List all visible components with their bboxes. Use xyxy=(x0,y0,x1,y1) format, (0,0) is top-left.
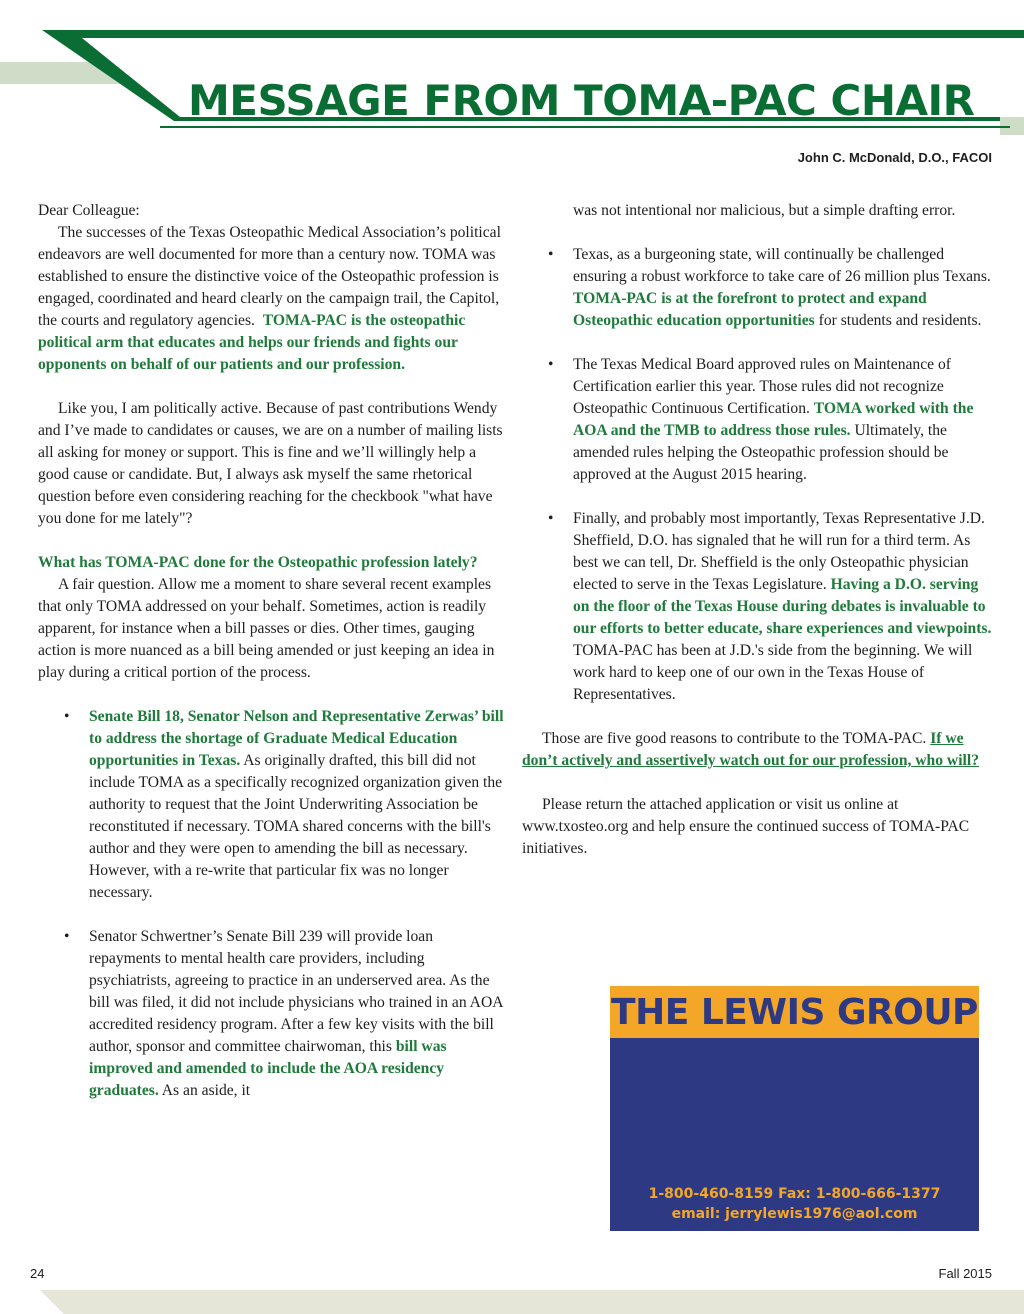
left-column xyxy=(38,200,508,1102)
ad-title: THE LEWIS GROUP xyxy=(611,992,978,1033)
bullet-dot: • xyxy=(548,246,554,263)
politically-active-paragraph: Like you, I am politically active. Because of past contributions Wendy and I’ve made to candidates or causes, we are on a number of mailing lists all asking for money or support. This is fine and we’ll willingly help a good cause or candidate. But, I always ask myself the same rhetorical question before even considering reaching for the checkbook "what have you done for me lately"? xyxy=(38,400,503,527)
bullet-text: As originally drafted, this bill did not include TOMA as a specifically recognized organization given the authority to request that the Joint Underwriting Association be reconstituted if necessary. TOMA shared concerns with the bill's author and they were open to amending the bill as necessary. However, with a re-write that particular fix was no longer necessary. xyxy=(89,752,503,901)
intro-highlight: TOMA-PAC is the osteopathic political arm that educates and helps our friends and fights our opponents on behalf of our patients and our profession. xyxy=(38,312,466,373)
bullet-highlight: Having a D.O. serving on the floor of the Texas House during debates is invaluable to our efforts to better educate, share experiences and viewpoints. xyxy=(573,576,992,637)
bullet-workforce xyxy=(522,244,992,332)
bullet-text-end: Ultimately, the amended rules helping the Osteopathic profession should be approved at the August 2015 hearing. xyxy=(573,422,949,483)
bullet-dot: • xyxy=(64,708,70,725)
bullet-text: Senator Schwertner’s Senate Bill 239 will provide loan repayments to mental health care providers, including psychiatrists, agreeing to practice in an underserved area. As the bill was filed, it did not include physicians who trained in an AOA accredited residency program. After a few key visits with the bill author, sponsor and committee chairwoman, this xyxy=(89,928,503,1055)
footer-band xyxy=(0,1290,1024,1314)
lewis-group-advertisement xyxy=(610,986,979,1231)
bullet-senate-bill-239 xyxy=(38,926,508,1102)
footer-pale-stripe xyxy=(40,1290,1024,1314)
bullet-dot: • xyxy=(64,928,70,945)
page-title: MESSAGE FROM TOMA-PAC CHAIR xyxy=(188,76,975,125)
five-reasons-text: Those are five good reasons to contribute to the TOMA-PAC. xyxy=(542,730,927,747)
fair-question-paragraph: A fair question. Allow me a moment to share several recent examples that only TOMA addressed on your behalf. Sometimes, action is readily apparent, for instance when a bill passes or dies. Other times, gauging action is more nuanced as a bill being amended or just keeping an idea in play during a critical portion of the process. xyxy=(38,576,495,681)
bullet-text: The Texas Medical Board approved rules on Maintenance of Certification earlier this year. Those rules did not recognize Osteopathic Continuous Certification. xyxy=(573,356,951,417)
ad-email: email: jerrylewis1976@aol.com xyxy=(671,1206,918,1222)
bullet-sheffield xyxy=(522,508,992,706)
intro-paragraph xyxy=(38,222,508,376)
bullet-highlight: TOMA worked with the AOA and the TMB to address those rules. xyxy=(573,400,974,439)
bullet-text: Texas, as a burgeoning state, will continually be challenged ensuring a robust workforce to take care of 26 million plus Texans. xyxy=(573,246,991,285)
footer-left-edge xyxy=(0,1300,56,1314)
page-number: 24 xyxy=(30,1266,45,1281)
return-application-paragraph: Please return the attached application or visit us online at www.txosteo.org and help ensure the continued success of TOMA-PAC initiatives. xyxy=(522,796,970,857)
intro-text: The successes of the Texas Osteopathic Medical Association’s political endeavors are well documented for more than a century now. TOMA was established to ensure the distinctive voice of the Osteopathic profession is engaged, coordinated and heard clearly on the campaign trail, the Capitol, the courts and regulatory agencies. xyxy=(38,224,501,329)
bullet-dot: • xyxy=(548,356,554,373)
bullet-senate-bill-18 xyxy=(38,706,508,904)
bullet-text: Finally, and probably most importantly, Texas Representative J.D. Sheffield, D.O. has signaled that he will run for a third term. As best we can tell, Dr. Sheffield is the only Osteopathic physician elected to serve in the Texas Legislature. xyxy=(573,510,985,593)
five-reasons-highlight: If we don’t actively and assertively watch out for our profession, who will? xyxy=(522,730,979,769)
author-byline: John C. McDonald, D.O., FACOI xyxy=(797,150,992,165)
bullet-text-end: for students and residents. xyxy=(818,312,982,329)
bullet-medical-board xyxy=(522,354,992,486)
bullet-highlight: bill was improved and amended to include the AOA residency graduates. xyxy=(89,1038,447,1099)
salutation: Dear Colleague: xyxy=(38,202,140,219)
continuation-text: was not intentional nor malicious, but a simple drafting error. xyxy=(573,202,956,219)
bullet-dot: • xyxy=(548,510,554,527)
five-reasons-paragraph xyxy=(522,728,992,772)
bullet-text-end: TOMA-PAC has been at J.D.'s side from the beginning. We will work hard to keep one of our own in the Texas House of Representatives. xyxy=(573,642,973,703)
section-subhead: What has TOMA-PAC done for the Osteopathic profession lately? xyxy=(38,554,478,571)
bullet-continuation xyxy=(522,200,992,222)
right-column xyxy=(522,200,992,860)
issue-label: Fall 2015 xyxy=(938,1266,992,1281)
bullet-highlight: Senate Bill 18, Senator Nelson and Representative Zerwas’ bill to address the shortage of Graduate Medical Education opportunities in Texas. xyxy=(89,708,504,769)
ad-phone-fax: 1-800-460-8159 Fax: 1-800-666-1377 xyxy=(648,1186,941,1202)
bullet-highlight: TOMA-PAC is at the forefront to protect and expand Osteopathic education opportunities xyxy=(573,290,927,329)
bullet-text-end: As an aside, it xyxy=(161,1082,251,1099)
